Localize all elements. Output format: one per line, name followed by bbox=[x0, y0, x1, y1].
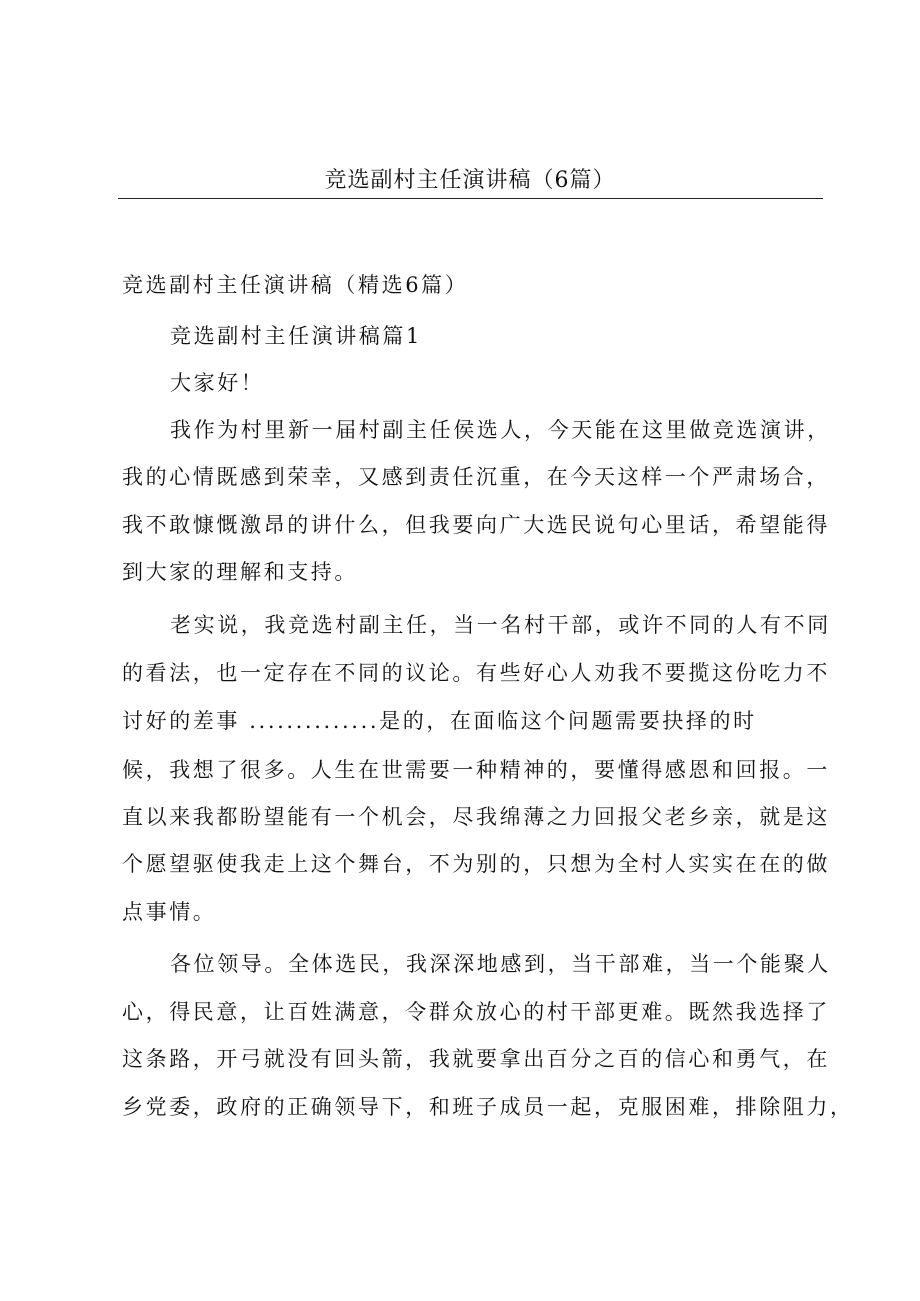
body-line: 这条路，开弓就没有回头箭，我就要拿出百分之百的信心和勇气，在 bbox=[122, 1047, 830, 1071]
body-line: 老实说，我竞选村副主任，当一名村干部，或许不同的人有不同 bbox=[170, 613, 831, 637]
body-line: 个愿望驱使我走上这个舞台，不为别的，只想为全村人实实在在的做 bbox=[122, 852, 830, 876]
document-title: 竞选副村主任演讲稿（6篇） bbox=[324, 168, 616, 193]
body-line: 直以来我都盼望能有一个机会，尽我绵薄之力回报父老乡亲，就是这 bbox=[122, 805, 830, 829]
body-line: 心，得民意，让百姓满意，令群众放心的村干部更难。既然我选择了 bbox=[122, 1000, 830, 1024]
body-line: 的看法，也一定存在不同的议论。有些好心人劝我不要揽这份吃力不 bbox=[122, 661, 830, 685]
body-line: 讨好的差事 ..............是的，在面临这个问题需要抉择的时 bbox=[122, 709, 757, 733]
title-underline bbox=[118, 198, 823, 199]
section-heading: 竞选副村主任演讲稿篇1 bbox=[170, 324, 422, 348]
body-line: 乡党委，政府的正确领导下，和班子成员一起，克服困难，排除阻力， bbox=[122, 1095, 854, 1119]
body-line: 到大家的理解和支持。 bbox=[122, 560, 358, 584]
body-line: 各位领导。全体选民，我深深地感到，当干部难，当一个能聚人 bbox=[170, 952, 831, 976]
document-subtitle: 竞选副村主任演讲稿（精选6篇） bbox=[122, 273, 469, 297]
body-line: 我不敢慷慨激昂的讲什么，但我要向广大选民说句心里话，希望能得 bbox=[122, 513, 830, 537]
body-line: 我的心情既感到荣幸，又感到责任沉重，在今天这样一个严肃场合， bbox=[122, 465, 830, 489]
greeting-line: 大家好！ bbox=[170, 371, 265, 395]
body-line: 我作为村里新一届村副主任侯选人，今天能在这里做竞选演讲， bbox=[170, 418, 831, 442]
body-line: 候，我想了很多。人生在世需要一种精神的，要懂得感恩和回报。一 bbox=[122, 758, 830, 782]
body-line: 点事情。 bbox=[122, 900, 217, 924]
